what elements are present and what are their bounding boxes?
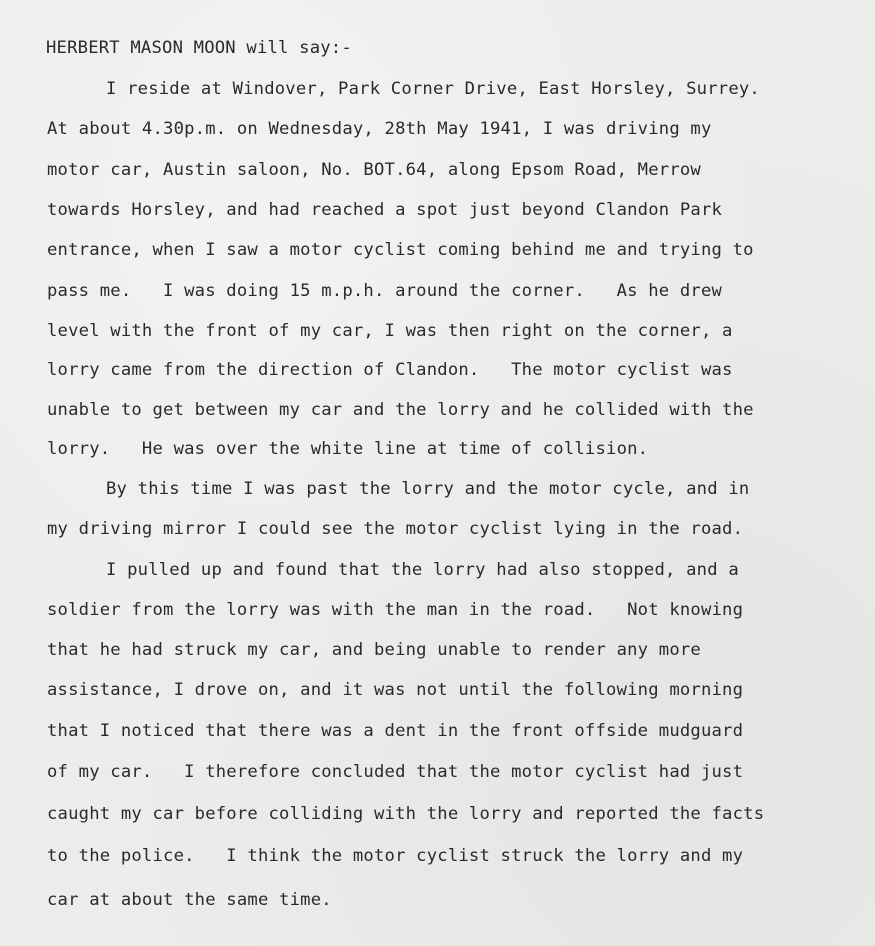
statement-line-1: I reside at Windover, Park Corner Drive, East Horsley, Surrey.	[106, 79, 760, 99]
statement-line-18: of my car. I therefore concluded that the motor cyclist had just	[47, 762, 744, 782]
statement-line-10: lorry. He was over the white line at time of collision.	[47, 439, 649, 459]
statement-line-14: soldier from the lorry was with the man in the road. Not knowing	[47, 600, 744, 620]
statement-line-17: that I noticed that there was a dent in the front offside mudguard	[47, 721, 744, 741]
statement-line-7: level with the front of my car, I was then right on the corner, a	[47, 321, 733, 341]
statement-line-20: to the police. I think the motor cyclist struck the lorry and my	[47, 846, 744, 866]
statement-line-13: I pulled up and found that the lorry had also stopped, and a	[106, 560, 739, 580]
statement-line-4: towards Horsley, and had reached a spot just beyond Clandon Park	[47, 200, 723, 220]
statement-line-15: that he had struck my car, and being unable to render any more	[47, 640, 701, 660]
statement-line-5: entrance, when I saw a motor cyclist coming behind me and trying to	[47, 240, 754, 260]
statement-line-9: unable to get between my car and the lorry and he collided with the	[47, 400, 754, 420]
statement-line-8: lorry came from the direction of Clandon. The motor cyclist was	[47, 360, 733, 380]
statement-heading: HERBERT MASON MOON will say:-	[46, 38, 352, 58]
statement-line-6: pass me. I was doing 15 m.p.h. around the corner. As he drew	[47, 281, 723, 301]
statement-line-12: my driving mirror I could see the motor cyclist lying in the road.	[47, 519, 744, 539]
statement-line-21: car at about the same time.	[47, 890, 332, 910]
statement-line-19: caught my car before colliding with the lorry and reported the facts	[47, 804, 765, 824]
statement-line-11: By this time I was past the lorry and the motor cycle, and in	[106, 479, 750, 499]
statement-line-2: At about 4.30p.m. on Wednesday, 28th May 1941, I was driving my	[47, 119, 712, 139]
statement-line-3: motor car, Austin saloon, No. BOT.64, along Epsom Road, Merrow	[47, 160, 701, 180]
statement-line-16: assistance, I drove on, and it was not until the following morning	[47, 680, 744, 700]
